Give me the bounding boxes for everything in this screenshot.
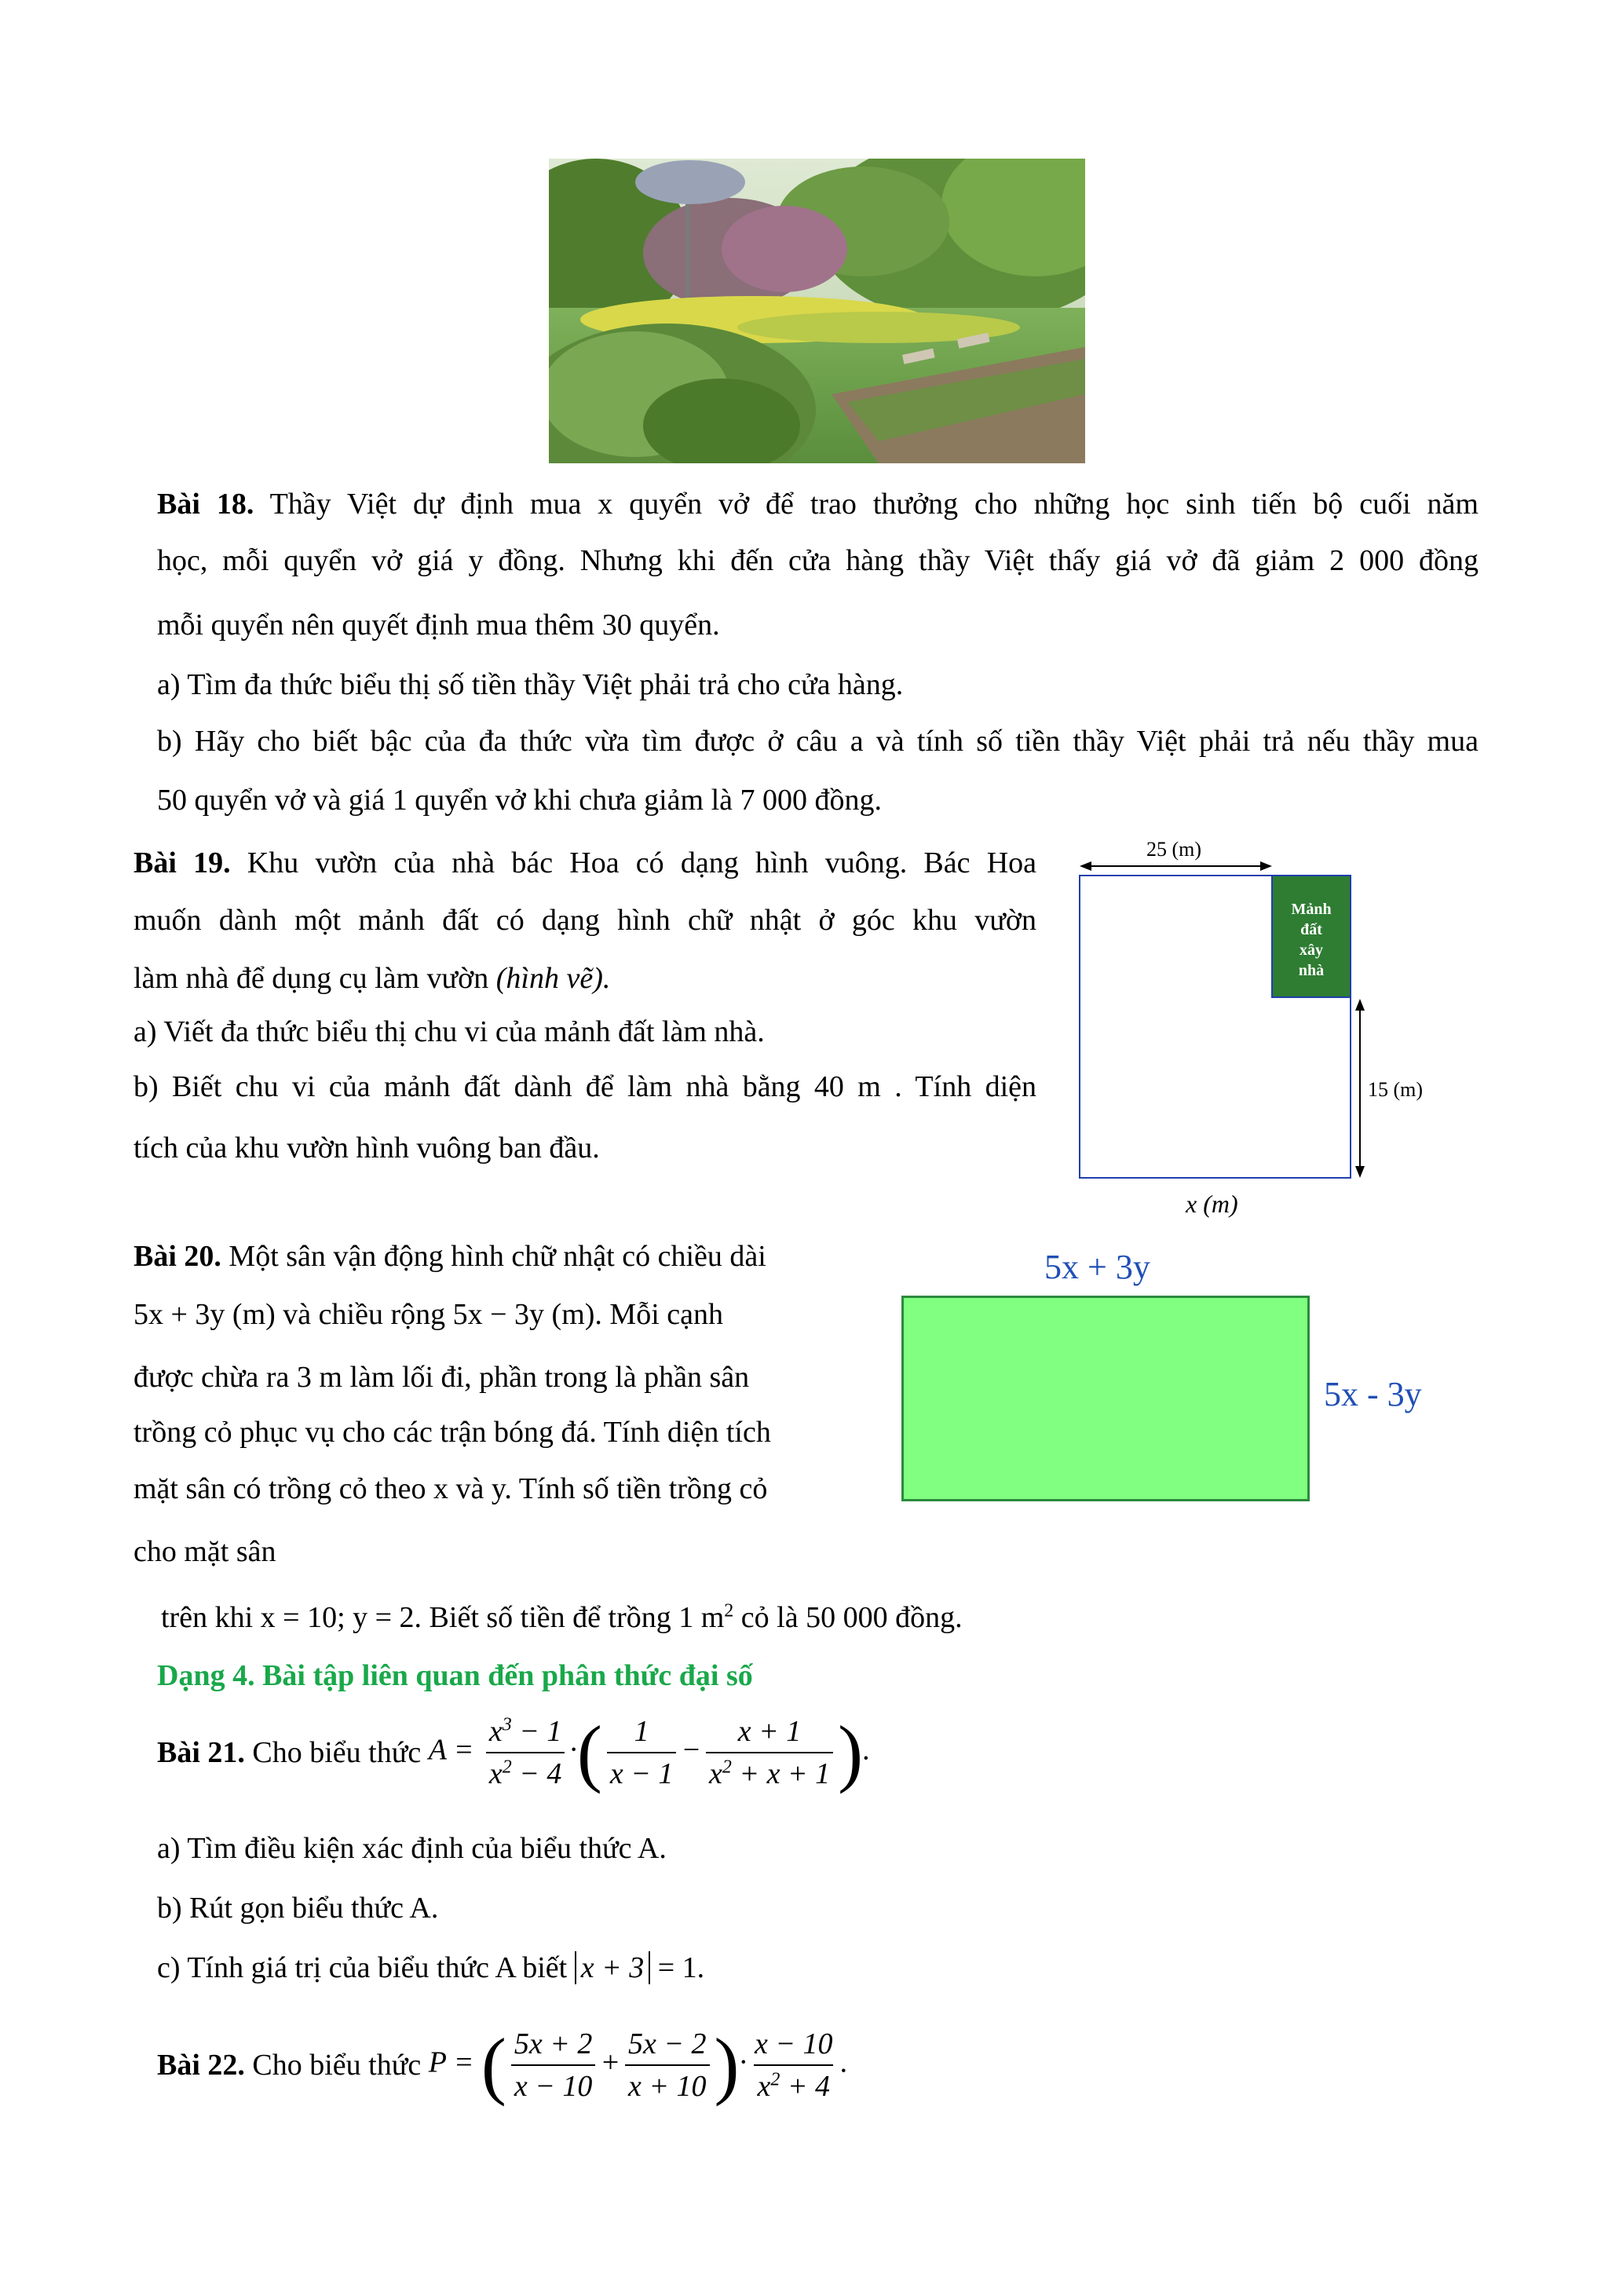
garden-photo	[549, 159, 1085, 463]
height-arrow-bottom-head	[1355, 1166, 1365, 1178]
house-label-4: nhà	[1298, 962, 1325, 979]
width-arrow-right-head	[1260, 861, 1272, 871]
bai19-line1	[133, 844, 1036, 882]
bai18-line3: mỗi quyển nên quyết định mua thêm 30 quyển.	[157, 609, 720, 642]
house-label-3: xây	[1299, 941, 1323, 959]
bai19-b1: b) Biết chu vi của mảnh đất dành để làm nhà bằng 40 m . Tính diện	[133, 1070, 1036, 1103]
label-25m: 25 (m)	[1146, 838, 1202, 861]
bai20-line7	[161, 1599, 963, 1636]
label-xm: x (m)	[1186, 1190, 1238, 1218]
bai20-text1: Một sân vận động hình chữ nhật có chiều dài	[228, 1240, 766, 1273]
bai18-a: a) Tìm đa thức biểu thị số tiền thầy Việt phải trả cho cửa hàng.	[157, 668, 904, 701]
garden-photo-drawing	[549, 159, 1085, 463]
bai22-label: Bài 22.	[157, 2049, 245, 2082]
bai22-intro: Cho biểu thức	[252, 2049, 422, 2082]
bai20-line1	[133, 1238, 766, 1275]
house-label	[1272, 899, 1351, 981]
garden-figure	[1076, 828, 1453, 1221]
bai20-text7b: cỏ là 50 000 đồng.	[733, 1601, 963, 1634]
bai21-c-text: c) Tính giá trị của biểu thức A biết	[157, 1951, 568, 1984]
dang4-heading: Dạng 4. Bài tập liên quan đến phân thức đại số	[157, 1659, 753, 1692]
bai19-text3: làm nhà để dụng cụ làm vườn	[133, 962, 496, 995]
bai21-b: b) Rút gọn biểu thức A.	[157, 1892, 439, 1925]
bai21-line	[157, 1706, 871, 1800]
bai18-b1: b) Hãy cho biết bậc của đa thức vừa tìm được ở câu a và tính số tiền thầy Việt phải trả nếu thầy mua	[157, 725, 1479, 758]
bai20-line2: 5x + 3y (m) và chiều rộng 5x − 3y (m). Mỗi cạnh	[133, 1298, 723, 1331]
bai18-line2: học, mỗi quyển vở giá y đồng. Nhưng khi đến cửa hàng thầy Việt thấy giá vở đã giảm 2 000 đồng	[157, 544, 1479, 577]
bai20-text7a: trên khi x = 10; y = 2. Biết số tiền để trồng 1 m	[161, 1601, 725, 1634]
bai18-text1: Thầy Việt dự định mua x quyển vở để trao thưởng cho những học sinh tiến bộ cuối năm	[269, 488, 1479, 521]
bai19-a: a) Viết đa thức biểu thị chu vi của mảnh đất làm nhà.	[133, 1015, 765, 1048]
house-label-1: Mảnh	[1291, 901, 1332, 918]
bai21-c	[157, 1949, 704, 1987]
bai21-a: a) Tìm điều kiện xác định của biểu thức A.	[157, 1832, 667, 1865]
garden-figure-svg	[1076, 828, 1453, 1221]
bai19-text1: Khu vườn của nhà bác Hoa có dạng hình vuông. Bác Hoa	[247, 846, 1036, 879]
bai19-label: Bài 19.	[133, 846, 231, 879]
bai18-line1	[157, 485, 1479, 523]
bai21-formula: A = $\frac{x^3 - 1}{x^2 - 4}$ ·( $\frac{1}{x - 1}$ − $\frac{x + 1}{x^2 + x + 1}$ ).	[428, 1710, 871, 1794]
bai18-b2: 50 quyển vở và giá 1 quyển vở khi chưa giảm là 7 000 đồng.	[157, 784, 883, 817]
bai21-intro: Cho biểu thức	[252, 1736, 422, 1769]
bai20-label: Bài 20.	[133, 1240, 221, 1273]
stadium-rectangle	[901, 1296, 1310, 1501]
bai20-line4: trồng cỏ phục vụ cho các trận bóng đá. Tính diện tích	[133, 1416, 771, 1449]
label-15m: 15 (m)	[1368, 1078, 1424, 1101]
bai21-c-abs: x + 3	[575, 1951, 651, 1984]
bai20-line3: được chừa ra 3 m làm lối đi, phần trong là phần sân	[133, 1361, 750, 1394]
bai20-sup: 2	[724, 1600, 734, 1621]
bai21-label: Bài 21.	[157, 1736, 245, 1769]
stadium-width-label: 5x - 3y	[1324, 1375, 1422, 1413]
bai19-hinh-ve: (hình vẽ).	[495, 962, 611, 995]
width-arrow-left-head	[1080, 861, 1091, 871]
bai19-b2: tích của khu vườn hình vuông ban đầu.	[133, 1132, 600, 1164]
house-label-2: đất	[1300, 921, 1322, 938]
bai20-line5: mặt sân có trồng cỏ theo x và y. Tính số tiền trồng cỏ	[133, 1472, 768, 1505]
bai19-line3	[133, 960, 610, 997]
bai22-line	[157, 2018, 848, 2112]
bai21-c-eq: = 1.	[657, 1951, 705, 1984]
bai18-label: Bài 18.	[157, 488, 254, 521]
height-arrow-top-head	[1355, 999, 1365, 1011]
stadium-length-label: 5x + 3y	[1044, 1248, 1150, 1286]
bai22-formula: P = ( $\frac{5x + 2}{x - 10}$ + $\frac{5x - 2}{x + 10}$ )· $\frac{x - 10}{x^2 + 4}$ .	[428, 2023, 849, 2107]
bai19-line2: muốn dành một mảnh đất có dạng hình chữ nhật ở góc khu vườn	[133, 904, 1036, 937]
bai20-line6: cho mặt sân	[133, 1535, 276, 1568]
